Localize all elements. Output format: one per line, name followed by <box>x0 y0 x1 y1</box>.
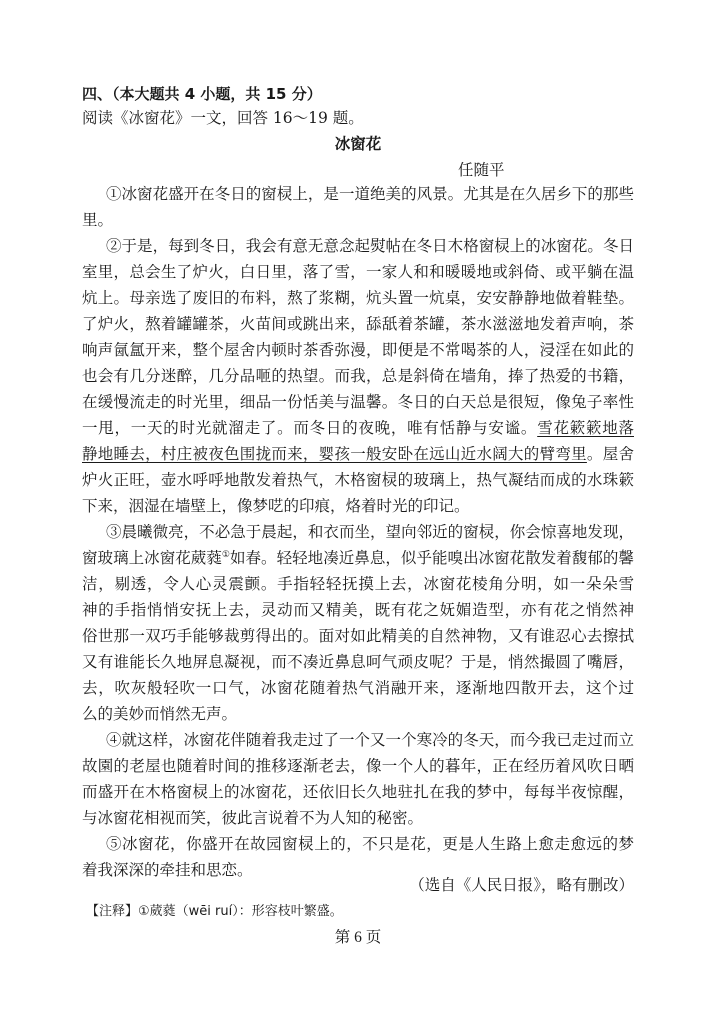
paragraph-5-line: ⑤冰窗花，你盛开在故园窗棂上的，不只是花，更是人生路上愈走愈远的梦 <box>106 835 634 853</box>
paragraph-3-line: 去，吹灰般轻吹一口气，冰窗花随着热气消融开来，逐渐地四散开去，这个过 <box>82 679 634 697</box>
paragraph-2-line <box>82 418 634 438</box>
plain-text: 。屋舍 <box>586 445 634 463</box>
page-number: 第 6 页 <box>334 929 382 946</box>
plain-text: 窗玻璃上冰窗花葳蕤 <box>82 549 222 567</box>
underlined-text: 雪花簌簌地落 <box>537 419 634 437</box>
plain-text: 如春。轻轻地凑近鼻息，似乎能嗅出冰窗花散发着馥郁的馨 <box>229 549 634 567</box>
paragraph-3-line: ③晨曦微亮，不必急于晨起，和衣而坐，望向邻近的窗棂，你会惊喜地发现， <box>106 523 634 541</box>
paragraph-2-line: 也会有几分迷醉，几分品咂的热望。而我，总是斜倚在墙角，捧了热爱的书籍， <box>82 367 634 385</box>
paragraph-4-line: 故園的老屋也随着时间的推移逐渐老去，像一个人的暮年，正在经历着风吹日晒 <box>82 757 634 775</box>
paragraph-3-line <box>82 548 634 568</box>
paragraph-4-line: ④就这样，冰窗花伴随着我走过了一个又一个寒冷的冬天，而今我已走过而立 <box>106 731 634 749</box>
paragraph-4-line: 而盛开在木格窗棂上的冰窗花，还依旧长久地驻扎在我的梦中，每每半夜惊醒， <box>82 783 634 801</box>
paragraph-2-line: 炉火正旺，壶水呼呼地散发着热气，木格窗棂的玻璃上，热气凝结而成的水珠簌 <box>82 471 634 489</box>
article-title: 冰窗花 <box>334 135 382 153</box>
paragraph-3-line: 神的手指悄悄安抚上去，灵动而又精美，既有花之妩媚造型，亦有花之悄然神 <box>82 601 634 619</box>
paragraph-2-line <box>82 444 634 464</box>
instruction: 阅读《冰窗花》一文，回答 16～19 题。 <box>82 109 364 127</box>
paragraph-1-line: ①冰窗花盛开在冬日的窗棂上，是一道绝美的风景。尤其是在久居乡下的那些 <box>106 185 634 203</box>
paragraph-3-line: 又有谁能长久地屏息凝视，而不凑近鼻息呵气顽皮呢？于是，悄然撮圆了嘴唇， <box>82 653 634 671</box>
underlined-text: 静地睡去，村庄被夜色围拢而来，婴孩一般安卧在远山近水阔大的臂弯里 <box>82 445 587 463</box>
paragraph-2-line: 在缓慢流走的时光里，细品一份恬美与温馨。冬日的白天总是很短，像兔子率性 <box>82 393 634 411</box>
paragraph-2-line: 室里，总会生了炉火，白日里，落了雪，一家人和和暖暖地或斜倚、或平躺在温 <box>82 263 634 281</box>
paragraph-3-line: 俗世那一双巧手能够裁剪得出的。面对如此精美的自然神物，又有谁忍心去擦拭 <box>82 627 634 645</box>
footnote: 【注释】①葳蕤（wēi ruí）：形容枝叶繁盛。 <box>86 904 343 919</box>
paragraph-2-line: 了炉火，熬着罐罐茶，火苗间或跳出来，舔舐着茶罐，茶水滋滋地发着声响，茶 <box>82 315 634 333</box>
paragraph-2-line: 炕上。母亲选了废旧的布料，熬了浆糊，炕头置一炕桌，安安静静地做着鞋垫。 <box>82 289 634 307</box>
paragraph-4-line: 与冰窗花相视而笑，彼此言说着不为人知的秘密。 <box>82 809 424 827</box>
paragraph-2-line: ②于是，每到冬日，我会有意无意念起熨帖在冬日木格窗棂上的冰窗花。冬日 <box>106 237 634 255</box>
article-author: 任随平 <box>458 161 505 179</box>
plain-text: 一甩，一天的时光就溜走了。而冬日的夜晚，唯有恬静与安谧。 <box>82 419 538 437</box>
section-header: 四、（本大题共 4 小题，共 15 分） <box>82 85 322 103</box>
article-source: （选自《人民日报》，略有删改） <box>409 877 634 894</box>
footnote-mark: ① <box>221 549 230 560</box>
paragraph-1-line: 里。 <box>82 211 114 229</box>
paragraph-5-line: 着我深深的牵挂和思恋。 <box>82 861 253 879</box>
paragraph-2-line: 响声氤氲开来，整个屋舍内顿时茶香弥漫，即便是不常喝茶的人，浸淫在如此的 <box>82 341 634 359</box>
paragraph-3-line: 么的美妙而悄然无声。 <box>82 705 238 723</box>
paragraph-2-line: 下来，洇湿在墙壁上，像梦呓的印痕，烙着时光的印记。 <box>82 497 470 515</box>
paragraph-3-line: 洁，剔透，令人心灵震颤。手指轻轻抚摸上去，冰窗花棱角分明，如一朵朵雪 <box>82 575 634 593</box>
